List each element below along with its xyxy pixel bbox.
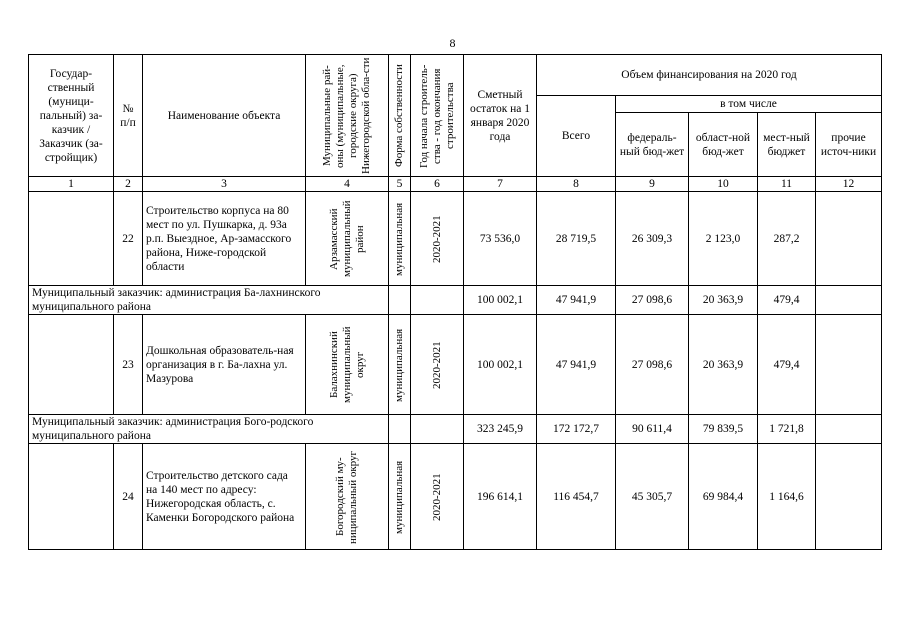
customer-name: Муниципальный заказчик: администрация Бого-родского муниципального района (29, 415, 389, 444)
header-total: Всего (537, 96, 616, 177)
header-ownership-text: Форма собственности (393, 64, 405, 167)
other-value (816, 192, 882, 286)
regional-value: 20 363,9 (689, 286, 758, 315)
ownership-text: муниципальная (393, 201, 405, 276)
customer-name: Муниципальный заказчик: администрация Ба-лахнинского муниципального района (29, 286, 389, 315)
col-number: 1 (29, 177, 114, 192)
customer-group-row (29, 415, 882, 444)
col-number: 5 (389, 177, 411, 192)
district-cell (306, 192, 389, 286)
col-number: 7 (464, 177, 537, 192)
col-number: 3 (143, 177, 306, 192)
col-number: 2 (114, 177, 143, 192)
ownership-cell (389, 192, 411, 286)
header-ownership (389, 55, 411, 177)
other-value (816, 286, 882, 315)
column-numbers-row (29, 177, 882, 192)
header-balance: Сметный остаток на 1 января 2020 года (464, 55, 537, 177)
balance-value: 196 614,1 (464, 444, 537, 550)
years-text: 2020-2021 (430, 472, 443, 521)
other-value (816, 315, 882, 415)
header-funding: Объем финансирования на 2020 год (537, 55, 882, 96)
object-name: Строительство корпуса на 80 мест по ул. Пушкарка, д. 93а р.п. Выездное, Ар-замасского района, Ниже-городской области (143, 192, 306, 286)
district-text: Богородский му-ниципальный округ (334, 449, 359, 544)
customer-cell (29, 192, 114, 286)
object-name: Дошкольная образователь-ная организация в г. Ба-лахна ул. Мазурова (143, 315, 306, 415)
table-row (29, 444, 882, 550)
years-cell (411, 315, 464, 415)
federal-value: 90 611,4 (616, 415, 689, 444)
header-object: Наименование объекта (143, 55, 306, 177)
page-number: 8 (449, 36, 456, 50)
total-value: 28 719,5 (537, 192, 616, 286)
federal-value: 27 098,6 (616, 286, 689, 315)
header-district-text: Муниципальные рай-оны (муниципальные, городские округа) Нижегородской обла-сти (321, 57, 372, 174)
balance-value: 73 536,0 (464, 192, 537, 286)
object-name: Строительство детского сада на 140 мест по адресу: Нижегородская область, с. Каменки Богородского района (143, 444, 306, 550)
local-value: 287,2 (758, 192, 816, 286)
years-cell (411, 286, 464, 315)
financing-table (28, 54, 882, 550)
header-including: в том числе (616, 96, 882, 113)
federal-value: 26 309,3 (616, 192, 689, 286)
regional-value: 79 839,5 (689, 415, 758, 444)
years-cell (411, 192, 464, 286)
local-value: 1 164,6 (758, 444, 816, 550)
header-district (306, 55, 389, 177)
years-text: 2020-2021 (430, 214, 443, 263)
ownership-text: муниципальная (393, 459, 405, 534)
col-number: 10 (689, 177, 758, 192)
federal-value: 45 305,7 (616, 444, 689, 550)
col-number: 8 (537, 177, 616, 192)
regional-value: 20 363,9 (689, 315, 758, 415)
col-number: 6 (411, 177, 464, 192)
table-row (29, 315, 882, 415)
district-cell (306, 315, 389, 415)
header-regional: област-ной бюд-жет (689, 113, 758, 177)
local-value: 1 721,8 (758, 415, 816, 444)
col-number: 4 (306, 177, 389, 192)
regional-value: 2 123,0 (689, 192, 758, 286)
customer-cell (29, 444, 114, 550)
table-row (29, 192, 882, 286)
balance-value: 100 002,1 (464, 315, 537, 415)
balance-value: 323 245,9 (464, 415, 537, 444)
col-number: 9 (616, 177, 689, 192)
other-value (816, 444, 882, 550)
total-value: 47 941,9 (537, 315, 616, 415)
col-number: 11 (758, 177, 816, 192)
local-value: 479,4 (758, 286, 816, 315)
customer-group-row (29, 286, 882, 315)
row-number: 22 (114, 192, 143, 286)
header-num: № п/п (114, 55, 143, 177)
district-text: Арзамасский муниципальный район (327, 200, 366, 277)
total-value: 47 941,9 (537, 286, 616, 315)
district-cell (306, 444, 389, 550)
years-text: 2020-2021 (430, 340, 443, 389)
total-value: 172 172,7 (537, 415, 616, 444)
local-value: 479,4 (758, 315, 816, 415)
years-cell (411, 444, 464, 550)
row-number: 24 (114, 444, 143, 550)
federal-value: 27 098,6 (616, 315, 689, 415)
total-value: 116 454,7 (537, 444, 616, 550)
ownership-cell (389, 315, 411, 415)
district-text: Балахнинский муниципальный округ (327, 326, 366, 403)
other-value (816, 415, 882, 444)
col-number: 12 (816, 177, 882, 192)
header-customer: Государ-ственный (муници-пальный) за-казчик / Заказчик (за-стройщик) (29, 55, 114, 177)
header-other: прочие источ-ники (816, 113, 882, 177)
header-federal: федераль-ный бюд-жет (616, 113, 689, 177)
regional-value: 69 984,4 (689, 444, 758, 550)
ownership-text: муниципальная (393, 327, 405, 402)
header-local: мест-ный бюджет (758, 113, 816, 177)
ownership-cell (389, 415, 411, 444)
customer-cell (29, 315, 114, 415)
header-years (411, 55, 464, 177)
ownership-cell (389, 286, 411, 315)
ownership-cell (389, 444, 411, 550)
row-number: 23 (114, 315, 143, 415)
years-cell (411, 415, 464, 444)
balance-value: 100 002,1 (464, 286, 537, 315)
header-years-text: Год начала строитель-ства - год окончания строительства (417, 63, 456, 168)
